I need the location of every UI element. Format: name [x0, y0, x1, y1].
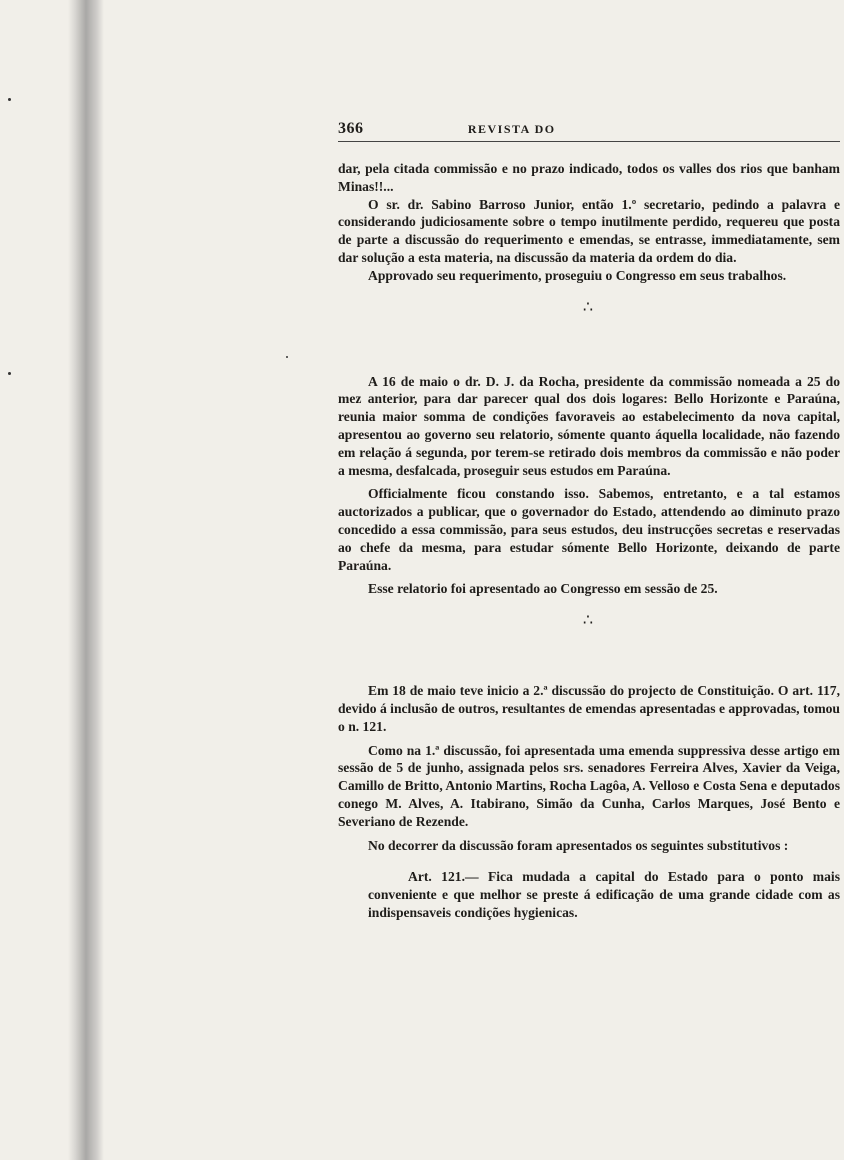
- section-3: [338, 682, 840, 922]
- quoted-article: Art. 121.— Fica mudada a capital do Estado para o ponto mais conveniente e que melhor se preste á edificação de uma grande cidade com as indispensaveis condições hygienicas.: [368, 869, 840, 920]
- paragraph: A 16 de maio o dr. D. J. da Rocha, presidente da commissão nomeada a 25 do mez anterior, para dar parecer qual dos dois logares: Bello Horizonte e Paraúna, reunia maior somma de condições favoraveis ao estabelecimento da nova capital, apresentou ao governo seu relatorio, sómente quanto áquella localidade, não fazendo em relação á segunda, por terem-se retirado dois membros da commissão e não poder a mesma, desfalcada, proseguir seus estudos em Paraúna.: [338, 373, 840, 478]
- book-spine-shadow: [68, 0, 104, 1160]
- page-number: 366: [338, 120, 364, 137]
- section-separator: ∴: [582, 612, 596, 630]
- paragraph: Officialmente ficou constando isso. Sabemos, entretanto, e a tal estamos auctorizados a publicar, que o governador do Estado, attendendo ao diminuto prazo concedido a essa commissão, para seus estudos, deu instrucções secretas e reservadas ao chefe da mesma, para estudar sómente Bello Horizonte, deixando de parte Paraúna.: [338, 486, 840, 573]
- running-head: REVISTA DO: [467, 122, 556, 136]
- scan-speck: [8, 98, 11, 101]
- document-page: [338, 120, 840, 922]
- paragraph: O sr. dr. Sabino Barroso Junior, então 1.º secretario, pedindo a palavra e considerando judiciosamente sobre o tempo inutilmente perdido, requereu que posta de parte a discussão do requerimento e emendas, se entrasse, immediatamente, sem dar solução a esta materia, na discussão da materia da ordem do dia.: [338, 196, 840, 265]
- scan-speck: [286, 356, 288, 358]
- paragraph: Em 18 de maio teve inicio a 2.ª discussão do projecto de Constituição. O art. 117, devido á inclusão de outros, resultantes de emendas apresentadas e approvadas, tomou o n. 121.: [338, 683, 840, 734]
- section-separator: ∴: [582, 298, 596, 316]
- section-1: [338, 160, 840, 285]
- paragraph: Como na 1.ª discussão, foi apresentada uma emenda suppressiva desse artigo em sessão de 5 de junho, assignada pelos srs. senadores Ferreira Alves, Xavier da Veiga, Camillo de Britto, Antonio Martins, Rocha Lagôa, A. Velloso e Costa Sena e deputados conego M. Alves, A. Itabirano, Simão da Cunha, Carlos Marques, José Bento e Severiano de Rezende.: [338, 742, 840, 829]
- scan-speck: [8, 372, 11, 375]
- page-header: [338, 120, 840, 142]
- paragraph: dar, pela citada commissão e no prazo indicado, todos os valles dos rios que banham Minas!!...: [338, 161, 840, 194]
- paragraph: Approvado seu requerimento, proseguiu o Congresso em seus trabalhos.: [368, 267, 787, 283]
- paragraph: No decorrer da discussão foram apresentados os seguintes substitutivos :: [368, 837, 789, 853]
- section-2: [338, 373, 840, 599]
- paragraph: Esse relatorio foi apresentado ao Congresso em sessão de 25.: [368, 581, 718, 597]
